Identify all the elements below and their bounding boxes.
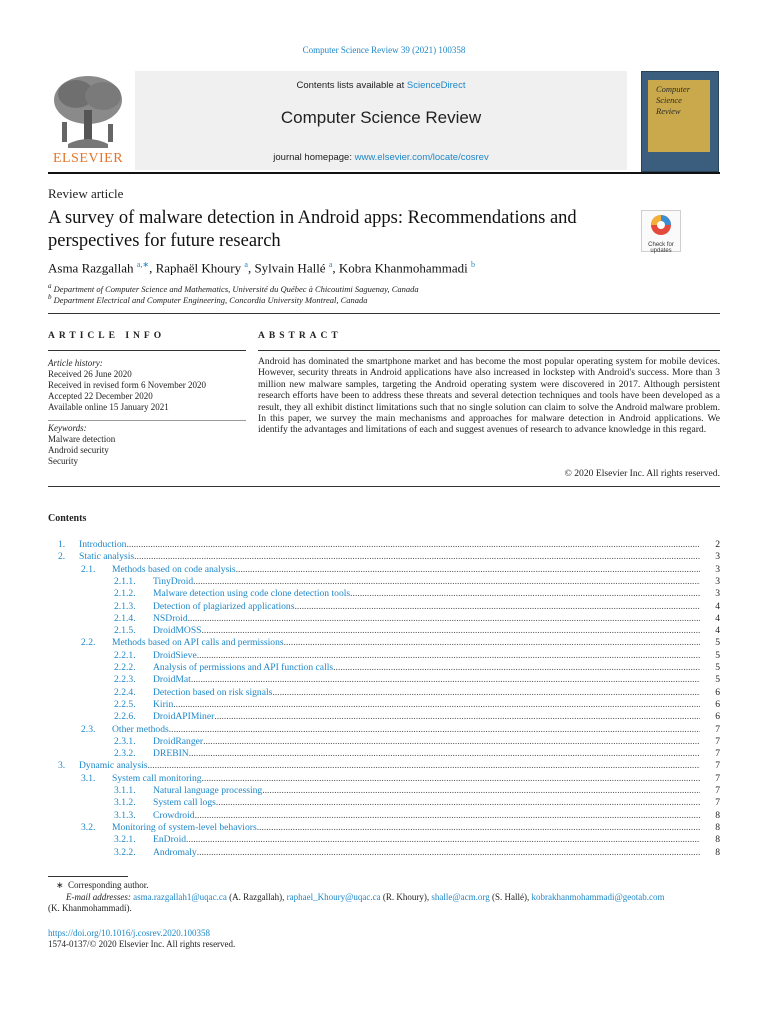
toc-page-number: 7 bbox=[715, 785, 720, 796]
email-owner-last: (K. Khanmohammadi). bbox=[48, 903, 132, 913]
toc-title-text[interactable]: Natural language processing bbox=[153, 785, 263, 796]
toc-title-text[interactable]: Dynamic analysis bbox=[79, 760, 148, 772]
toc-title[interactable] bbox=[79, 539, 700, 551]
toc-page-number: 5 bbox=[715, 637, 720, 649]
toc-title-text[interactable]: System call monitoring bbox=[112, 772, 202, 784]
toc-number[interactable]: 2.1. bbox=[81, 563, 96, 575]
author-name: Asma Razgallah bbox=[48, 260, 134, 276]
toc-title[interactable] bbox=[153, 748, 700, 760]
abstract-heading: ABSTRACT bbox=[258, 331, 342, 341]
toc-title-text[interactable]: Crowdroid bbox=[153, 809, 195, 821]
toc-title-text[interactable]: DroidSieve bbox=[153, 649, 197, 661]
email-addresses bbox=[48, 892, 720, 904]
toc-title-text[interactable]: DREBIN bbox=[153, 748, 189, 760]
toc-entry[interactable] bbox=[48, 847, 720, 859]
toc-number[interactable]: 2.3.2. bbox=[114, 748, 136, 760]
toc-page-number: 2 bbox=[715, 539, 720, 550]
toc-title[interactable] bbox=[153, 736, 700, 748]
header-divider bbox=[48, 172, 720, 174]
toc-leader-dots bbox=[126, 539, 700, 551]
toc-number[interactable]: 2.1.2. bbox=[114, 588, 136, 600]
toc-entry[interactable] bbox=[48, 588, 720, 600]
history-label: Article history: bbox=[48, 358, 103, 368]
toc-page-number: 7 bbox=[715, 772, 720, 784]
toc-leader-dots bbox=[191, 674, 700, 686]
toc-entry[interactable] bbox=[48, 736, 720, 748]
toc-number[interactable]: 2.1.1. bbox=[114, 575, 136, 587]
author-affiliation-mark[interactable]: a,∗ bbox=[136, 260, 150, 269]
affiliation-text: Department Electrical and Computer Engineering, Concordia University Montreal, Canada bbox=[53, 294, 368, 305]
toc-title-text[interactable]: Other methods bbox=[112, 723, 169, 735]
toc-number[interactable]: 2.3.1. bbox=[114, 735, 136, 747]
crossmark-label: Check for updates bbox=[648, 242, 674, 254]
journal-homepage-line bbox=[135, 152, 627, 163]
toc-entry[interactable] bbox=[48, 564, 720, 576]
article-history bbox=[48, 358, 206, 413]
section-divider bbox=[48, 313, 720, 314]
cover-title bbox=[656, 84, 712, 117]
author-affiliation-mark[interactable]: a bbox=[244, 260, 248, 269]
toc-title-text[interactable]: Methods based on API calls and permissions bbox=[112, 637, 284, 649]
sciencedirect-link[interactable]: ScienceDirect bbox=[406, 80, 466, 91]
journal-cover-thumbnail[interactable] bbox=[641, 71, 719, 172]
toc-number[interactable]: 2.3. bbox=[81, 723, 96, 735]
toc-leader-dots bbox=[134, 551, 700, 563]
article-info-heading: ARTICLE INFO bbox=[48, 331, 166, 341]
toc-page-number: 7 bbox=[715, 723, 720, 735]
toc-entry[interactable] bbox=[48, 785, 720, 797]
toc-title[interactable] bbox=[153, 797, 700, 809]
toc-title[interactable] bbox=[112, 822, 700, 834]
toc-number[interactable]: 2.2.1. bbox=[114, 649, 136, 661]
toc-entry[interactable] bbox=[48, 711, 720, 723]
toc-title-text[interactable]: Monitoring of system-level behaviors bbox=[112, 821, 257, 833]
toc-page-number: 3 bbox=[715, 563, 720, 575]
toc-title[interactable] bbox=[153, 847, 700, 859]
toc-leader-dots bbox=[147, 760, 700, 772]
toc-leader-dots bbox=[216, 797, 700, 809]
toc-page-number: 4 bbox=[715, 600, 720, 612]
toc-page-number: 4 bbox=[715, 625, 720, 637]
email-label: E-mail addresses: bbox=[66, 891, 131, 902]
toc-title-text[interactable]: Static analysis bbox=[79, 551, 135, 563]
toc-leader-dots bbox=[203, 736, 700, 748]
toc-entry[interactable] bbox=[48, 539, 720, 551]
toc-title[interactable] bbox=[153, 601, 700, 613]
toc-page-number: 3 bbox=[715, 551, 720, 563]
toc-page-number: 3 bbox=[715, 575, 720, 587]
toc-leader-dots bbox=[189, 748, 700, 760]
toc-number[interactable]: 2.1.3. bbox=[114, 600, 136, 612]
affiliation-text: Department of Computer Science and Mathematics, Université du Québec à Chicoutimi Saguenay, Canada bbox=[53, 283, 419, 294]
toc-entry[interactable] bbox=[48, 551, 720, 563]
cover-title-line-3: Review bbox=[656, 106, 681, 116]
journal-reference-link[interactable]: Computer Science Review 39 (2021) 100358 bbox=[302, 45, 466, 55]
toc-number[interactable]: 2.1.4. bbox=[114, 612, 136, 624]
toc-leader-dots bbox=[257, 822, 700, 834]
toc-page-number: 4 bbox=[715, 612, 720, 624]
toc-title[interactable] bbox=[153, 810, 700, 822]
toc-title-text[interactable]: Kirin bbox=[153, 698, 174, 710]
toc-page-number: 7 bbox=[715, 797, 720, 809]
toc-page-number: 8 bbox=[715, 809, 720, 821]
toc-title[interactable] bbox=[153, 625, 700, 637]
toc-number[interactable]: 3.2.2. bbox=[114, 846, 136, 858]
author-name: Sylvain Hallé bbox=[254, 260, 326, 276]
article-type: Review article bbox=[48, 186, 124, 201]
corresponding-author-note: ∗ Corresponding author. bbox=[56, 880, 149, 890]
toc-page-number: 7 bbox=[715, 735, 720, 747]
author-affiliation-mark[interactable]: b bbox=[471, 260, 476, 269]
abstract-bottom-rule bbox=[48, 486, 720, 487]
contents-available-line bbox=[135, 80, 627, 91]
toc-title-text[interactable]: DroidMOSS bbox=[153, 625, 202, 637]
toc-title-text[interactable]: Methods based on code analysis bbox=[112, 563, 236, 575]
toc-page-number: 6 bbox=[715, 698, 720, 710]
toc-title[interactable] bbox=[153, 650, 700, 662]
toc-leader-dots bbox=[195, 810, 700, 822]
toc-title[interactable] bbox=[79, 760, 700, 772]
toc-leader-dots bbox=[186, 834, 700, 846]
toc-entry[interactable] bbox=[48, 822, 720, 834]
toc-entry[interactable] bbox=[48, 773, 720, 785]
toc-number[interactable]: 3.2. bbox=[81, 821, 96, 833]
toc-title[interactable] bbox=[153, 834, 700, 846]
author-list: Asma Razgallah $^{a,∗}$, Raphaël Khoury $^a$, Sylvain Hallé $^a$, Kobra Khanmohammadi $^b$ bbox=[48, 260, 476, 276]
toc-entry[interactable] bbox=[48, 674, 720, 686]
homepage-prefix: journal homepage: bbox=[273, 152, 355, 163]
footnote-rule bbox=[48, 876, 128, 877]
toc-number[interactable]: 3.2.1. bbox=[114, 834, 136, 846]
toc-title[interactable] bbox=[112, 564, 700, 576]
toc-number[interactable]: 2. bbox=[58, 551, 66, 563]
toc-title-text[interactable]: Malware detection using code clone detection tools bbox=[153, 588, 351, 600]
history-item: Accepted 22 December 2020 bbox=[48, 391, 153, 401]
toc-page-number: 5 bbox=[715, 649, 720, 661]
toc-title-text[interactable]: DroidMat bbox=[153, 674, 191, 686]
toc-title[interactable] bbox=[153, 785, 700, 797]
author-name: Raphaël Khoury bbox=[155, 260, 242, 276]
toc-leader-dots bbox=[173, 699, 700, 711]
toc-page-number: 3 bbox=[715, 588, 720, 600]
toc-entry[interactable] bbox=[48, 797, 720, 809]
toc-title[interactable] bbox=[153, 576, 700, 588]
toc-title-text[interactable]: System call logs bbox=[153, 797, 216, 809]
toc-number[interactable]: 2.2.2. bbox=[114, 662, 136, 673]
toc-entry[interactable] bbox=[48, 760, 720, 772]
toc-number[interactable]: 3.1.1. bbox=[114, 785, 136, 796]
toc-leader-dots bbox=[236, 564, 700, 576]
toc-leader-dots bbox=[193, 576, 700, 588]
toc-entry[interactable] bbox=[48, 650, 720, 662]
email-link[interactable]: raphael_Khoury@uqac.ca bbox=[286, 891, 381, 902]
article-info-rule bbox=[48, 350, 246, 351]
affiliation-b bbox=[48, 293, 368, 305]
toc-page-number: 7 bbox=[715, 748, 720, 760]
toc-title[interactable] bbox=[153, 588, 700, 600]
toc-number[interactable]: 2.2.3. bbox=[114, 674, 136, 686]
toc-leader-dots bbox=[284, 637, 700, 649]
toc-title-text[interactable]: Analysis of permissions and API function calls bbox=[153, 662, 334, 673]
email-link[interactable]: kobrakhanmohammadi@geotab.com bbox=[531, 891, 665, 902]
toc-entry[interactable] bbox=[48, 810, 720, 822]
keyword: Malware detection bbox=[48, 434, 116, 444]
toc-leader-dots bbox=[197, 847, 700, 859]
toc-title[interactable] bbox=[153, 711, 700, 723]
toc-leader-dots bbox=[333, 662, 700, 674]
toc-title-text[interactable]: DroidRanger bbox=[153, 735, 204, 747]
toc-leader-dots bbox=[272, 687, 700, 699]
toc-number[interactable]: 1. bbox=[58, 539, 66, 550]
keywords-rule bbox=[48, 420, 246, 421]
toc-title-text[interactable]: Detection of plagiarized applications bbox=[153, 600, 295, 612]
toc-title[interactable] bbox=[153, 687, 700, 699]
toc-page-number: 7 bbox=[715, 760, 720, 772]
toc-leader-dots bbox=[214, 711, 700, 723]
toc-title[interactable] bbox=[153, 613, 700, 625]
toc-number[interactable]: 3.1.2. bbox=[114, 797, 136, 809]
toc-title-text[interactable]: Andromaly bbox=[153, 846, 197, 858]
cover-title-line-1: Computer bbox=[656, 84, 690, 94]
toc-page-number: 8 bbox=[715, 846, 720, 858]
toc-leader-dots bbox=[202, 625, 700, 637]
email-owner: (A. Razgallah), bbox=[229, 891, 285, 902]
journal-homepage-link[interactable]: www.elsevier.com/locate/cosrev bbox=[354, 152, 489, 163]
toc-page-number: 6 bbox=[715, 686, 720, 698]
keyword: Security bbox=[48, 456, 78, 466]
email-link[interactable]: asma.razgallah1@uqac.ca bbox=[133, 891, 227, 902]
toc-title-text[interactable]: DroidAPIMiner bbox=[153, 711, 215, 723]
toc-leader-dots bbox=[188, 613, 700, 625]
toc-number[interactable]: 2.2.6. bbox=[114, 711, 136, 723]
toc-title-text[interactable]: NSDroid bbox=[153, 612, 188, 624]
toc-title[interactable] bbox=[112, 724, 700, 736]
email-link[interactable]: shalle@acm.org bbox=[431, 891, 490, 902]
toc-entry[interactable] bbox=[48, 637, 720, 649]
toc-title-text[interactable]: Introduction bbox=[79, 539, 127, 550]
toc-entry[interactable] bbox=[48, 625, 720, 637]
toc-title[interactable] bbox=[153, 662, 700, 674]
toc-entry[interactable] bbox=[48, 687, 720, 699]
keywords-label: Keywords: bbox=[48, 423, 87, 433]
toc-number[interactable]: 2.2.4. bbox=[114, 686, 136, 698]
check-for-updates-button[interactable] bbox=[641, 210, 681, 252]
toc-entry[interactable] bbox=[48, 576, 720, 588]
toc-entry[interactable] bbox=[48, 748, 720, 760]
journal-title: Computer Science Review bbox=[280, 108, 482, 127]
history-item: Available online 15 January 2021 bbox=[48, 402, 169, 412]
toc-entry[interactable] bbox=[48, 834, 720, 846]
toc-title[interactable] bbox=[112, 773, 700, 785]
toc-page-number: 8 bbox=[715, 821, 720, 833]
toc-entry[interactable] bbox=[48, 613, 720, 625]
toc-leader-dots bbox=[202, 773, 700, 785]
toc-entry[interactable] bbox=[48, 601, 720, 613]
toc-entry[interactable] bbox=[48, 699, 720, 711]
elsevier-wordmark: ELSEVIER bbox=[52, 151, 124, 166]
toc-number[interactable]: 2.2.5. bbox=[114, 698, 136, 710]
affiliation-mark: a bbox=[48, 282, 52, 290]
toc-title-text[interactable]: EnDroid bbox=[153, 834, 187, 846]
abstract-text: Android has dominated the smartphone market and has become the most popular operating system for mobile devices. However, security threats in Android applications have also increased in lockstep with Android's success. More than 3 million new malware samples, targeting the Android operating system were discovered in 2017. Although persistent research efforts have been to address these threats and several detection techniques and tools have been developed as a result, they all exhibit distinct limitations such that no single solution can claim to solve the Android malware problem. In this paper, we survey the main mechanisms and approaches for malware detection in Android applications. We identify the advantages and limitations of each and suggest avenues of research to advance knowledge in this regard. bbox=[258, 356, 720, 436]
email-owner: (S. Hallé), bbox=[492, 891, 530, 902]
toc-leader-dots bbox=[350, 588, 700, 600]
toc-number[interactable]: 2.2. bbox=[81, 637, 96, 649]
keywords-block bbox=[48, 423, 115, 467]
article-title: A survey of malware detection in Android apps: Recommendations and perspectives for future research bbox=[48, 208, 577, 251]
abstract-rule bbox=[258, 350, 720, 351]
toc-leader-dots bbox=[262, 785, 700, 797]
author-name: Kobra Khanmohammadi bbox=[338, 260, 468, 276]
toc-number[interactable]: 3.1. bbox=[81, 772, 96, 784]
author-affiliation-mark[interactable]: a bbox=[328, 260, 333, 269]
toc-leader-dots bbox=[294, 601, 700, 613]
contents-heading: Contents bbox=[48, 513, 87, 524]
toc-title-text[interactable]: Detection based on risk signals bbox=[153, 686, 273, 698]
toc-number[interactable]: 3.1.3. bbox=[114, 809, 136, 821]
cover-title-line-2: Science bbox=[656, 95, 682, 105]
keyword: Android security bbox=[48, 445, 109, 455]
toc-page-number: 5 bbox=[715, 662, 720, 673]
toc-number[interactable]: 3. bbox=[58, 760, 66, 772]
toc-leader-dots bbox=[197, 650, 700, 662]
email-owner: (R. Khoury), bbox=[382, 891, 430, 902]
history-item: Received in revised form 6 November 2020 bbox=[48, 380, 206, 390]
history-item: Received 26 June 2020 bbox=[48, 369, 132, 379]
crossmark-icon bbox=[642, 211, 680, 237]
toc-title[interactable] bbox=[153, 674, 700, 686]
toc-leader-dots bbox=[169, 724, 700, 736]
contents-prefix: Contents lists available at bbox=[296, 80, 407, 91]
toc-number[interactable]: 2.1.5. bbox=[114, 625, 136, 637]
issn-copyright: 1574-0137/© 2020 Elsevier Inc. All rights reserved. bbox=[48, 939, 236, 949]
affiliation-mark: b bbox=[48, 293, 52, 301]
toc-title-text[interactable]: TinyDroid bbox=[153, 575, 194, 587]
toc-page-number: 8 bbox=[715, 834, 720, 846]
toc-title[interactable] bbox=[112, 637, 700, 649]
toc-title[interactable] bbox=[79, 551, 700, 563]
toc-page-number: 6 bbox=[715, 711, 720, 723]
toc-entry[interactable] bbox=[48, 724, 720, 736]
doi-link[interactable]: https://doi.org/10.1016/j.cosrev.2020.100358 bbox=[48, 928, 210, 938]
abstract-copyright: © 2020 Elsevier Inc. All rights reserved. bbox=[564, 468, 720, 479]
corresponding-text: Corresponding author. bbox=[68, 880, 149, 890]
toc-title[interactable] bbox=[153, 699, 700, 711]
toc-page-number: 5 bbox=[715, 674, 720, 686]
footnote bbox=[48, 880, 720, 915]
toc-entry[interactable] bbox=[48, 662, 720, 674]
